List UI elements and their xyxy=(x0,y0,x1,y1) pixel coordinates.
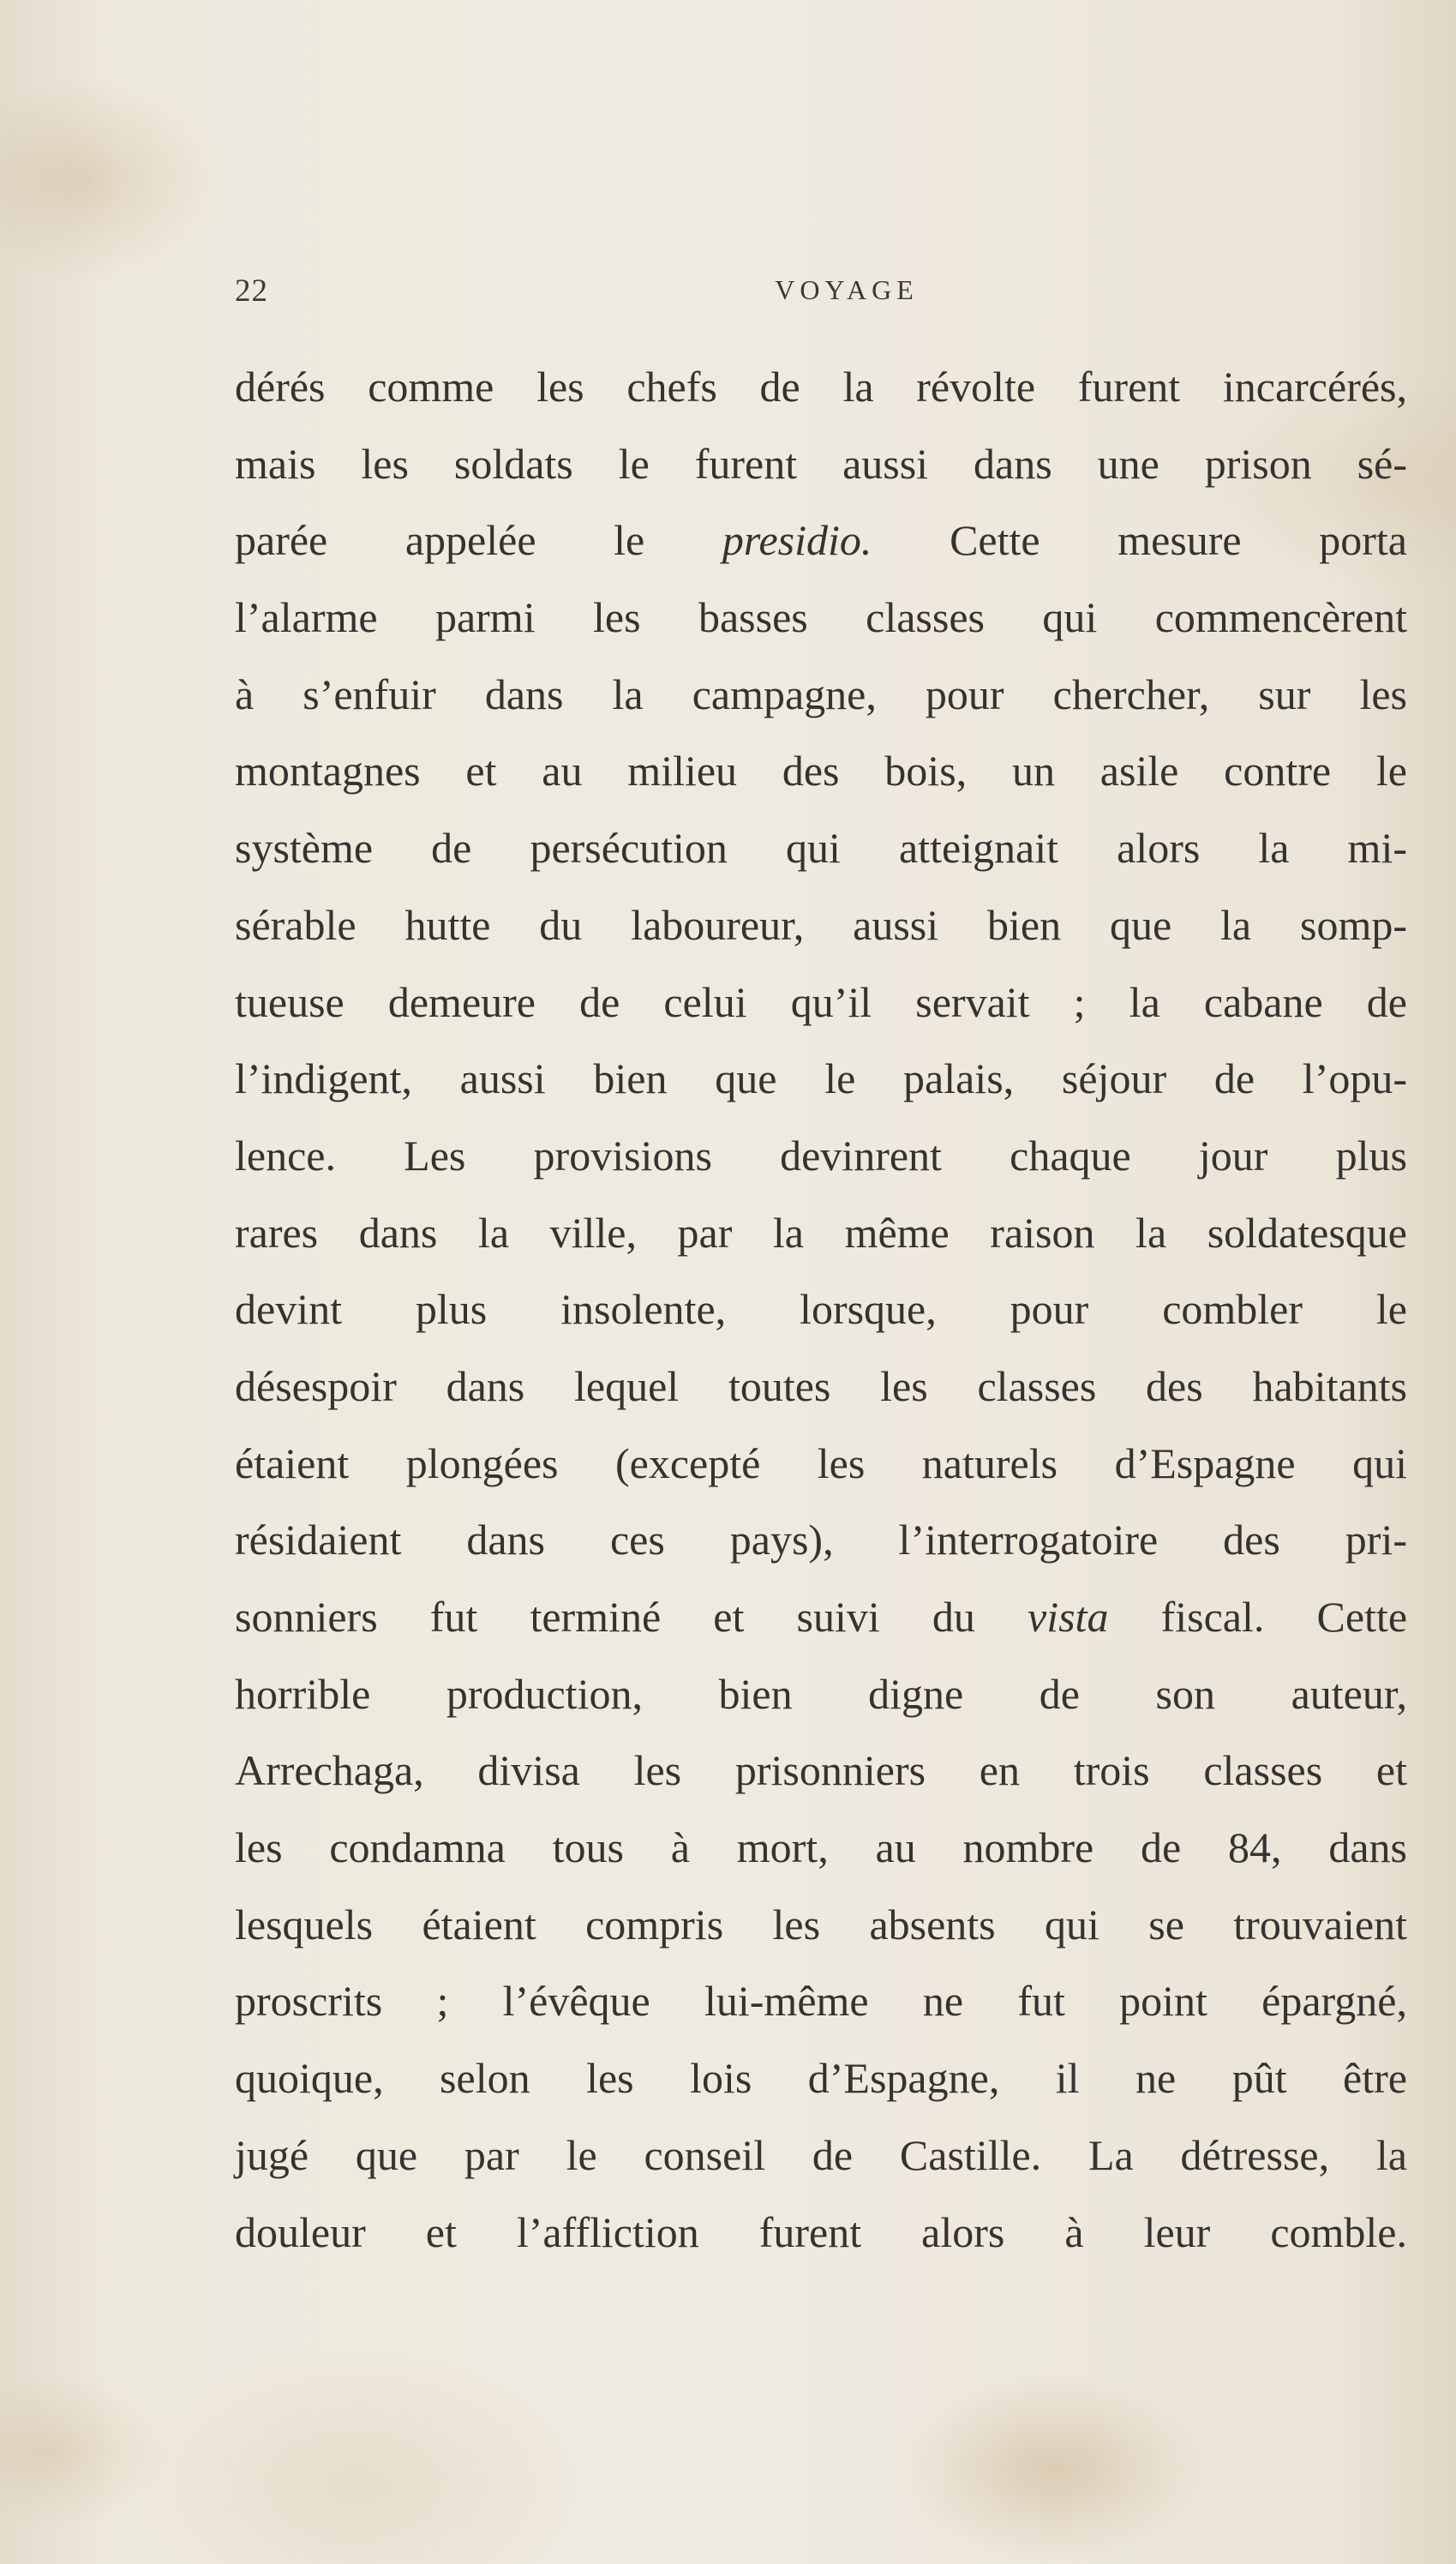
text-line: mais les soldats le furent aussi dans une prison sé- xyxy=(235,439,1407,488)
text-line: système de persécution qui atteignait alors la mi- xyxy=(235,824,1407,873)
text-line: devint plus insolente, lorsque, pour combler le xyxy=(235,1285,1407,1334)
text-line: les condamna tous à mort, au nombre de 84, dans xyxy=(235,1823,1407,1872)
text-line: douleur et l’affliction furent alors à leur comble. xyxy=(235,2207,1407,2256)
body-text xyxy=(235,349,1407,2271)
italic-word: presidio. xyxy=(722,516,872,565)
text-line: jugé que par le conseil de Castille. La détresse, la xyxy=(235,2130,1407,2179)
text-line: Arrechaga, divisa les prisonniers en trois classes et xyxy=(235,1746,1407,1795)
text-line: rares dans la ville, par la même raison la soldatesque xyxy=(235,1208,1407,1257)
running-head-title: VOYAGE xyxy=(775,274,919,305)
text-line: lence. Les provisions devinrent chaque jour plus xyxy=(235,1131,1407,1180)
text-line: résidaient dans ces pays), l’interrogatoire des pri- xyxy=(235,1516,1407,1564)
text-line: montagnes et au milieu des bois, un asile contre le xyxy=(235,747,1407,796)
text-line: lesquels étaient compris les absents qui se trouvaient xyxy=(235,1900,1407,1949)
italic-word: vista xyxy=(1028,1593,1109,1641)
text-line: sonniers fut terminé et suivi du vista fiscal. Cette xyxy=(235,1593,1408,1641)
text-line: quoique, selon les lois d’Espagne, il ne pût être xyxy=(235,2054,1407,2103)
text-line: dérés comme les chefs de la révolte furent incarcérés, xyxy=(235,363,1407,411)
text-line: étaient plongées (excepté les naturels d’Espagne qui xyxy=(235,1438,1407,1487)
text-line: désespoir dans lequel toutes les classes des habitants xyxy=(235,1361,1407,1410)
text-line: tueuse demeure de celui qu’il servait ; la cabane de xyxy=(235,977,1407,1026)
page-number: 22 xyxy=(235,273,268,309)
text-line: à s’enfuir dans la campagne, pour chercher, sur les xyxy=(235,670,1407,718)
text-line: sérable hutte du laboureur, aussi bien que la somp- xyxy=(235,900,1407,949)
running-head xyxy=(235,273,1407,321)
text-line: horrible production, bien digne de son auteur, xyxy=(235,1669,1407,1718)
text-line: l’indigent, aussi bien que le palais, séjour de l’opu- xyxy=(235,1054,1407,1103)
text-line: l’alarme parmi les basses classes qui commencèrent xyxy=(235,593,1407,642)
text-line: proscrits ; l’évêque lui-même ne fut point épargné, xyxy=(235,1977,1407,2026)
text-line: parée appelée le presidio. Cette mesure porta xyxy=(235,516,1407,565)
